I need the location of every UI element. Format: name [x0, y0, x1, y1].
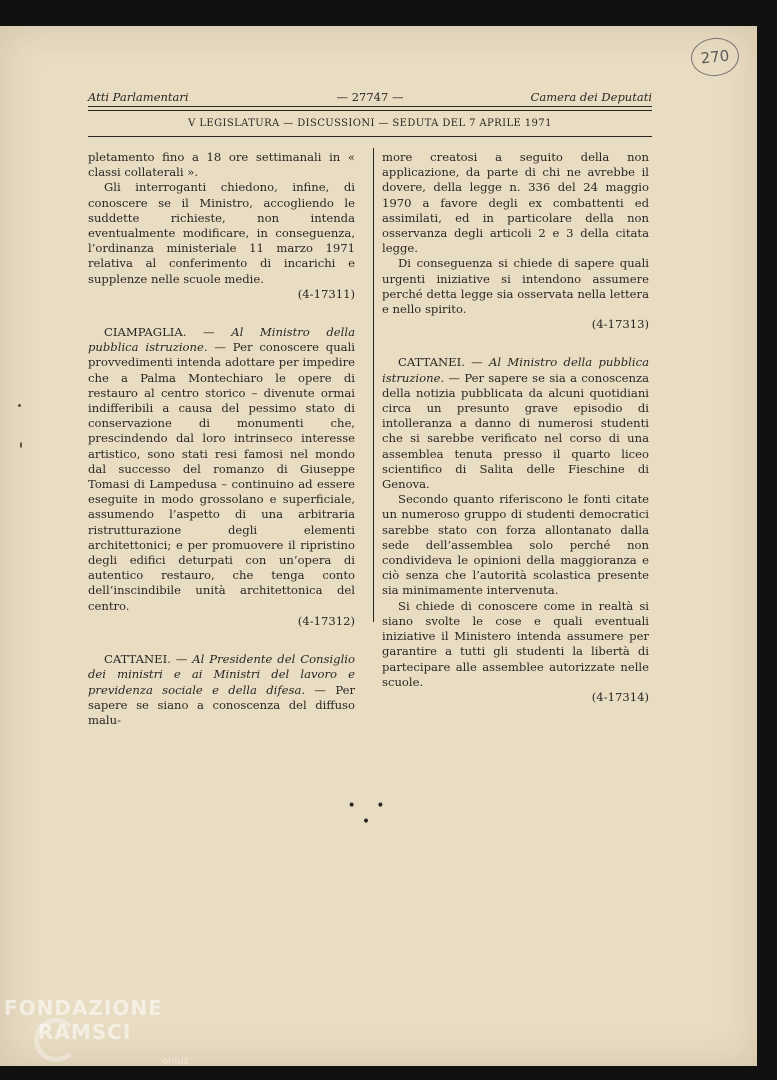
- paragraph: Di conseguenza si chiede di sapere quali urgenti iniziative si intendono assumere perché detta legge sia osservata nella lettera e nello spirito.: [382, 256, 649, 317]
- fondazione-gramsci-watermark: [4, 996, 189, 1067]
- interrogation-text: Per sapere se siano a conoscenza del diffuso malu-: [88, 682, 355, 727]
- addressee: Al Presidente del Consiglio dei ministri e ai Ministri del lavoro e previdenza sociale e della difesa.: [88, 652, 355, 697]
- paragraph: Gli interroganti chiedono, infine, di conoscere se il Ministro, accogliendo le suddette richieste, non intenda eventualmente modificare, in conseguenza, l’ordinanza ministeriale 11 marzo 1971 relativa al conferimento di incarichi e supplenze nelle scuole medie.: [88, 180, 355, 286]
- addressee: Al Ministro della pubblica istruzione.: [88, 325, 356, 355]
- interrogation-ciampaglia: CIAMPAGLIA. — Al Ministro della pubblica istruzione. — Per conoscere quali provvedimenti intenda adottare per impedire che a Palma Montechiaro le opere di restauro al centro storico – divenute ormai indifferibili a causa del pessimo stato di conservazione di monumenti che, prescindendo dal loro intrinseco interesse artistico, sono stati resi famosi nel mondo dal successo del romanzo di Giuseppe Tomasi di Lampedusa – continuino ad essere eseguite in modo grossolano e superficiale, assumendo l’aspetto di una arbitraria ristrutturazione degli elementi architettonici; e per promuovere il ripristino degli edifici deturpati con un’opera di autentico restauro, che tenga conto dell’inscindibile unità architettonica del centro.: [88, 325, 356, 613]
- header-double-rule: [88, 106, 652, 111]
- section-separator: • • •: [347, 798, 393, 830]
- column-divider: [373, 148, 374, 622]
- watermark-line1: FONDAZIONE: [4, 996, 163, 1020]
- paragraph: Secondo quanto riferiscono le fonti citate un numeroso gruppo di studenti democratici sarebbe stato con forza allontanato dalla sede dell’assemblea solo perché non condivideva le opinioni della maggioranza e ciò senza che l’autorità scolastica presente sia minimamente intervenuta.: [382, 492, 649, 598]
- handwritten-page-number: 270: [689, 36, 741, 79]
- header-left: Atti Parlamentari: [88, 90, 189, 104]
- right-column: [382, 150, 649, 705]
- interrogation-ref: (4-17314): [591, 689, 649, 704]
- header-rule: [88, 136, 652, 137]
- interrogant-name: CIAMPAGLIA.: [104, 325, 187, 340]
- watermark-line2: RAMSCI: [38, 1020, 132, 1044]
- interrogation-text: Per conoscere quali provvedimenti intenda adottare per impedire che a Palma Montechiaro le opere di restauro al centro storico – divenute ormai indifferibili a causa del pessimo stato di conservazione di monumenti che, prescindendo dal loro intrinseco interesse artistico, sono stati resi famosi nel mondo dal successo del romanzo di Giuseppe Tomasi di Lampedusa – continuino ad essere eseguite in modo grossolano e superficiale, assumendo l’aspetto di una arbitraria ristrutturazione degli elementi architettonici; e per promuovere il ripristino degli edifici deturpati con un’opera di autentico restauro, che tenga conto dell’inscindibile unità architettonica del centro.: [88, 340, 355, 613]
- addressee: Al Ministro della pubblica istruzione.: [382, 355, 649, 385]
- interrogation-cattanei-1: CATTANEI. — Al Presidente del Consiglio dei ministri e ai Ministri del lavoro e previdenza sociale e della difesa. — Per sapere se siano a conoscenza del diffuso malu-: [88, 652, 355, 727]
- interrogation-cattanei-2: CATTANEI. — Al Ministro della pubblica istruzione. — Per sapere se sia a conoscenza della notizia pubblicata da alcuni quotidiani circa un presunto grave episodio di intolleranza a danno di numerosi studenti che si sarebbe verificato nel corso di una assemblea tenuta presso il quarto liceo scientifico di Salita delle Fieschine di Genova.: [382, 355, 649, 492]
- interrogation-ref: (4-17311): [297, 286, 355, 301]
- interrogation-text: Per sapere se sia a conoscenza della notizia pubblicata da alcuni quotidiani circa un presunto grave episodio di intolleranza a danno di numerosi studenti che si sarebbe verificato nel corso di una assemblea tenuta presso il quarto liceo scientifico di Salita delle Fieschine di Genova.: [382, 370, 649, 492]
- left-column: [88, 150, 355, 728]
- interrogant-name: CATTANEI.: [104, 652, 171, 667]
- page-number: — 27747 —: [336, 90, 404, 104]
- paper-speck: [20, 442, 22, 448]
- session-subheader: V LEGISLATURA — DISCUSSIONI — SEDUTA DEL 7 APRILE 1971: [188, 118, 552, 129]
- interrogation-ref: (4-17313): [591, 317, 649, 332]
- paragraph: pletamento fino a 18 ore settimanali in « classi collaterali ».: [88, 150, 355, 180]
- paragraph: more creatosi a seguito della non applicazione, da parte di chi ne avrebbe il dovere, della legge n. 336 del 24 maggio 1970 a favore degli ex combattenti ed assimilati, ed in particolare della non osservanza degli articoli 2 e 3 della citata legge.: [382, 150, 649, 256]
- watermark-line3: onlus: [162, 1056, 189, 1067]
- header-right: Camera dei Deputati: [530, 90, 652, 104]
- watermark-g-logo-icon: [34, 1018, 78, 1062]
- interrogation-ref: (4-17312): [297, 613, 355, 628]
- paragraph: Si chiede di conoscere come in realtà si siano svolte le cose e quali eventuali iniziative il Ministero intenda assumere per garantire a tutti gli studenti la libertà di partecipare alle assemblee autorizzate nelle scuole.: [382, 598, 649, 689]
- paper-speck: [18, 404, 21, 407]
- interrogant-name: CATTANEI.: [398, 355, 465, 370]
